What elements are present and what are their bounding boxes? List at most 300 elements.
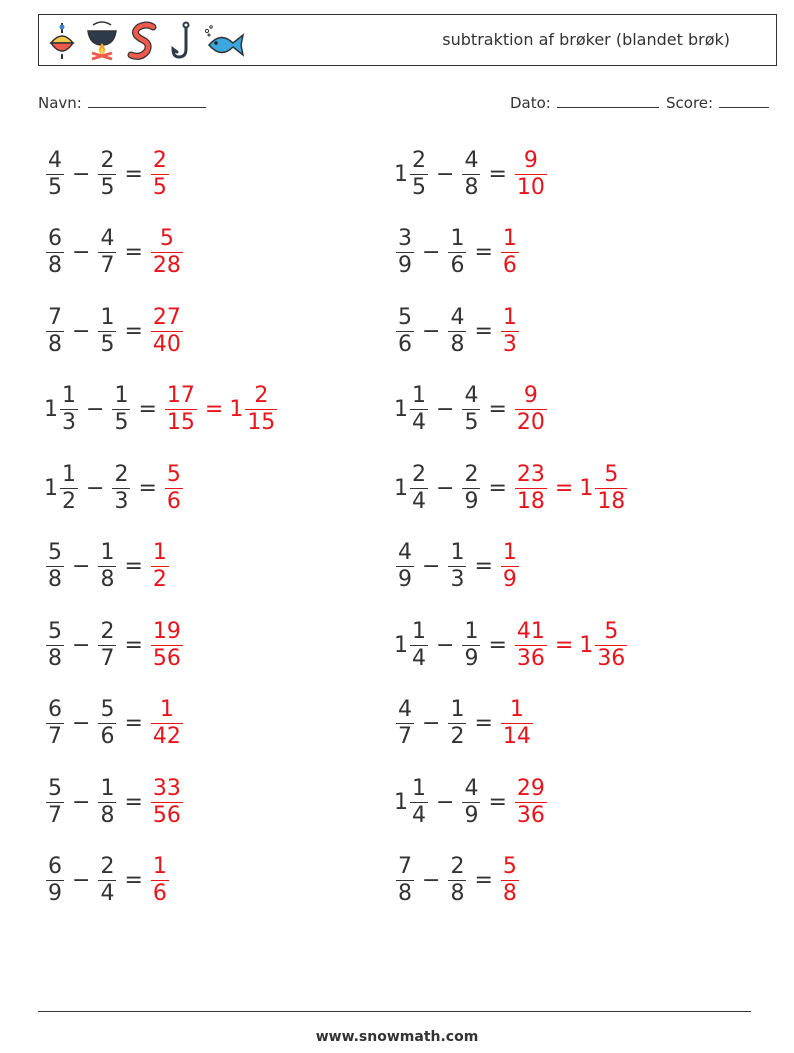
fraction <box>46 699 64 748</box>
denominator: 14 <box>502 724 531 749</box>
answer <box>499 304 521 357</box>
answer-fraction <box>515 618 547 671</box>
problem-row <box>44 851 171 911</box>
fraction <box>410 461 428 514</box>
denominator: 7 <box>100 645 115 671</box>
numerator: 41 <box>516 618 545 644</box>
fraction <box>98 699 116 748</box>
problem-row <box>394 301 521 361</box>
minus-sign: − <box>72 240 91 265</box>
fraction <box>98 542 116 591</box>
problem-row <box>44 301 185 361</box>
minus-sign: − <box>422 554 441 579</box>
answer <box>149 228 185 277</box>
equals-sign: = <box>488 789 507 815</box>
numerator: 7 <box>398 854 412 879</box>
footer-divider <box>38 1011 751 1012</box>
minus-sign: − <box>422 868 441 893</box>
numerator: 1 <box>450 697 465 722</box>
minus-sign: − <box>72 711 91 736</box>
denominator: 5 <box>100 331 115 357</box>
answer <box>499 228 521 277</box>
numerator: 3 <box>398 226 412 251</box>
numerator: 2 <box>464 461 479 487</box>
equals-sign: = <box>474 318 493 344</box>
numerator: 1 <box>100 540 115 565</box>
answer <box>499 542 521 591</box>
answer-fraction <box>515 461 547 514</box>
date-blank[interactable] <box>557 92 659 108</box>
denominator: 9 <box>502 567 517 592</box>
minus-sign: − <box>72 789 91 815</box>
denominator: 20 <box>516 410 545 435</box>
fraction <box>448 856 466 905</box>
date-field[interactable] <box>510 92 659 112</box>
denominator: 5 <box>152 174 167 200</box>
equals-sign: = <box>124 789 143 815</box>
numerator: 1 <box>502 304 517 330</box>
numerator: 5 <box>398 304 412 330</box>
fraction <box>112 385 130 434</box>
equals-sign: = <box>474 554 493 579</box>
denominator: 8 <box>450 881 465 906</box>
campfire-pot-icon <box>85 21 119 61</box>
numerator: 4 <box>450 304 465 330</box>
equals-sign: = <box>124 711 143 736</box>
problem-row <box>394 380 549 440</box>
denominator: 6 <box>100 724 115 749</box>
numerator: 4 <box>100 226 115 251</box>
denominator: 9 <box>48 881 62 906</box>
answer <box>163 461 185 514</box>
denominator: 7 <box>100 253 115 278</box>
answer-fraction <box>515 775 547 828</box>
answer-fraction <box>165 461 183 514</box>
minus-sign: − <box>436 632 455 658</box>
problem-row <box>44 458 185 518</box>
name-label: Navn: <box>38 94 82 112</box>
numerator: 2 <box>412 147 426 173</box>
denominator: 7 <box>398 724 412 749</box>
minus-sign: − <box>422 318 441 344</box>
answer <box>513 618 629 671</box>
minus-sign: − <box>436 475 455 501</box>
numerator: 7 <box>48 304 62 330</box>
problem-row <box>394 144 549 204</box>
fraction <box>46 775 64 828</box>
numerator: 1 <box>100 775 115 801</box>
numerator: 6 <box>48 854 62 879</box>
fraction <box>46 618 64 671</box>
equals-sign: = <box>138 475 157 501</box>
numerator: 2 <box>100 147 115 173</box>
answer-fraction <box>165 385 197 434</box>
equals-sign: = <box>124 868 143 893</box>
whole-number: 1 <box>44 397 58 422</box>
minus-sign: − <box>86 397 105 422</box>
equals-sign: = <box>488 161 507 187</box>
answer <box>513 385 549 434</box>
equals-sign: = <box>124 161 143 187</box>
answer <box>149 304 185 357</box>
fraction <box>396 304 414 357</box>
numerator: 1 <box>412 618 426 644</box>
answer-fraction <box>151 618 183 671</box>
fraction <box>462 618 480 671</box>
answer-fraction <box>501 856 519 905</box>
problem-row <box>44 144 171 204</box>
answer <box>513 775 549 828</box>
denominator: 28 <box>152 253 181 278</box>
numerator: 1 <box>412 775 426 801</box>
fraction <box>410 385 428 434</box>
equals-sign: = <box>488 632 507 658</box>
answer <box>163 385 279 434</box>
numerator: 2 <box>152 147 167 173</box>
numerator: 4 <box>464 383 479 408</box>
fraction <box>410 147 428 200</box>
denominator: 5 <box>464 410 479 435</box>
fraction <box>462 147 480 200</box>
denominator: 9 <box>398 253 412 278</box>
score-field[interactable] <box>666 92 769 112</box>
numerator: 1 <box>100 304 115 330</box>
answer-fraction <box>151 542 169 591</box>
answer <box>149 775 185 828</box>
denominator: 4 <box>412 645 426 671</box>
answer-fraction <box>151 304 183 357</box>
numerator: 4 <box>398 697 412 722</box>
answer <box>513 147 549 200</box>
denominator: 2 <box>62 488 76 514</box>
numerator: 29 <box>516 775 545 801</box>
numerator: 1 <box>450 540 465 565</box>
fish-icon <box>203 21 245 61</box>
whole-number: 1 <box>44 475 58 501</box>
denominator: 9 <box>464 802 479 828</box>
equals-sign: = <box>124 632 143 658</box>
answer-equals-sign: = <box>554 632 574 658</box>
equals-sign: = <box>474 240 493 265</box>
answer-fraction <box>245 385 277 434</box>
denominator: 4 <box>412 410 426 435</box>
numerator: 33 <box>152 775 181 801</box>
denominator: 36 <box>516 802 545 828</box>
score-blank[interactable] <box>719 92 769 108</box>
fraction <box>396 228 414 277</box>
equals-sign: = <box>488 397 507 422</box>
minus-sign: − <box>72 318 91 344</box>
denominator: 6 <box>398 331 412 357</box>
denominator: 9 <box>464 488 479 514</box>
problem-row <box>44 223 185 283</box>
fish-hook-icon <box>169 21 195 61</box>
denominator: 6 <box>166 488 181 514</box>
numerator: 17 <box>166 383 195 408</box>
denominator: 3 <box>62 410 76 435</box>
problem-row <box>44 694 185 754</box>
problem-row <box>44 772 185 832</box>
fraction <box>396 699 414 748</box>
numerator: 5 <box>502 854 517 879</box>
numerator: 2 <box>100 618 115 644</box>
numerator: 2 <box>412 461 426 487</box>
numerator: 1 <box>62 383 76 408</box>
answer-fraction <box>501 542 519 591</box>
answer-fraction <box>501 228 519 277</box>
denominator: 6 <box>450 253 465 278</box>
denominator: 8 <box>502 881 517 906</box>
minus-sign: − <box>422 240 441 265</box>
denominator: 56 <box>152 802 181 828</box>
answer-whole-number: 1 <box>579 632 594 658</box>
name-blank[interactable] <box>88 92 206 108</box>
fraction <box>60 461 78 514</box>
numerator: 9 <box>523 147 538 173</box>
answer <box>149 856 171 905</box>
numerator: 2 <box>100 854 115 879</box>
answer-fraction <box>151 228 183 277</box>
equals-sign: = <box>474 868 493 893</box>
numerator: 6 <box>48 697 62 722</box>
numerator: 1 <box>412 383 426 408</box>
denominator: 8 <box>398 881 412 906</box>
numerator: 27 <box>152 304 181 330</box>
fraction <box>462 385 480 434</box>
denominator: 56 <box>152 645 181 671</box>
answer-fraction <box>151 699 183 748</box>
numerator: 1 <box>152 854 167 879</box>
denominator: 4 <box>412 488 426 514</box>
problem-row <box>44 537 171 597</box>
numerator: 2 <box>114 461 129 487</box>
answer <box>149 699 185 748</box>
denominator: 3 <box>450 567 465 592</box>
denominator: 5 <box>100 174 115 200</box>
fraction <box>396 542 414 591</box>
fraction <box>60 385 78 434</box>
numerator: 9 <box>523 383 538 408</box>
equals-sign: = <box>124 554 143 579</box>
denominator: 40 <box>152 331 181 357</box>
whole-number: 1 <box>394 161 408 187</box>
denominator: 15 <box>166 410 195 435</box>
whole-number: 1 <box>394 475 408 501</box>
denominator: 18 <box>516 488 545 514</box>
denominator: 8 <box>100 567 115 592</box>
denominator: 18 <box>597 488 626 514</box>
minus-sign: − <box>86 475 105 501</box>
denominator: 8 <box>48 253 62 278</box>
numerator: 2 <box>254 383 269 408</box>
problem-row <box>44 380 279 440</box>
answer <box>149 147 171 200</box>
denominator: 2 <box>152 567 167 592</box>
answer-fraction <box>595 618 627 671</box>
numerator: 5 <box>48 775 62 801</box>
numerator: 5 <box>48 540 62 565</box>
denominator: 4 <box>100 881 115 906</box>
minus-sign: − <box>436 789 455 815</box>
answer-whole-number: 1 <box>229 397 244 422</box>
numerator: 19 <box>152 618 181 644</box>
fraction <box>46 304 64 357</box>
denominator: 3 <box>502 331 517 357</box>
numerator: 2 <box>450 854 465 879</box>
denominator: 8 <box>48 645 62 671</box>
fraction <box>98 775 116 828</box>
denominator: 5 <box>48 174 62 200</box>
date-label: Dato: <box>510 94 551 112</box>
numerator: 5 <box>604 461 619 487</box>
denominator: 7 <box>48 802 62 828</box>
equals-sign: = <box>138 397 157 422</box>
fishing-float-icon <box>47 21 77 61</box>
whole-number: 1 <box>394 397 408 422</box>
denominator: 5 <box>412 174 426 200</box>
answer-fraction <box>515 147 547 200</box>
problem-row <box>394 223 521 283</box>
answer <box>499 699 535 748</box>
numerator: 23 <box>516 461 545 487</box>
equals-sign: = <box>124 240 143 265</box>
denominator: 8 <box>48 331 62 357</box>
numerator: 1 <box>62 461 76 487</box>
numerator: 1 <box>509 697 524 722</box>
minus-sign: − <box>72 632 91 658</box>
numerator: 5 <box>100 697 115 722</box>
minus-sign: − <box>436 397 455 422</box>
fraction <box>98 618 116 671</box>
numerator: 5 <box>166 461 181 487</box>
fraction <box>448 542 466 591</box>
minus-sign: − <box>72 161 91 187</box>
numerator: 5 <box>48 618 62 644</box>
denominator: 6 <box>502 253 517 278</box>
answer-fraction <box>515 385 547 434</box>
denominator: 4 <box>412 802 426 828</box>
worksheet-header <box>38 14 777 66</box>
denominator: 42 <box>152 724 181 749</box>
answer-fraction <box>151 775 183 828</box>
minus-sign: − <box>72 868 91 893</box>
answer-equals-sign: = <box>204 397 224 422</box>
numerator: 1 <box>502 540 517 565</box>
numerator: 4 <box>48 147 62 173</box>
denominator: 36 <box>597 645 626 671</box>
fraction <box>410 775 428 828</box>
problem-row <box>394 694 535 754</box>
fraction <box>448 304 466 357</box>
equals-sign: = <box>488 475 507 501</box>
numerator: 5 <box>159 226 174 251</box>
fraction <box>462 461 480 514</box>
fraction <box>46 228 64 277</box>
numerator: 1 <box>464 618 479 644</box>
minus-sign: − <box>72 554 91 579</box>
answer <box>513 461 629 514</box>
problem-row <box>394 772 549 832</box>
numerator: 1 <box>114 383 129 408</box>
fraction <box>410 618 428 671</box>
problem-row <box>394 458 629 518</box>
numerator: 4 <box>398 540 412 565</box>
answer-fraction <box>595 461 627 514</box>
denominator: 8 <box>450 331 465 357</box>
header-icons <box>47 21 245 61</box>
fraction <box>98 147 116 200</box>
answer <box>149 618 185 671</box>
answer-fraction <box>501 699 533 748</box>
fraction <box>98 228 116 277</box>
answer-fraction <box>151 856 169 905</box>
problem-row <box>44 615 185 675</box>
answer <box>499 856 521 905</box>
denominator: 9 <box>398 567 412 592</box>
fraction <box>112 461 130 514</box>
numerator: 1 <box>152 540 167 565</box>
numerator: 5 <box>604 618 619 644</box>
equals-sign: = <box>474 711 493 736</box>
answer-fraction <box>501 304 519 357</box>
problem-row <box>394 851 521 911</box>
name-field[interactable] <box>38 92 206 112</box>
denominator: 15 <box>247 410 276 435</box>
numerator: 4 <box>464 775 479 801</box>
answer-whole-number: 1 <box>579 475 594 501</box>
fraction <box>46 542 64 591</box>
problem-row <box>394 537 521 597</box>
minus-sign: − <box>422 711 441 736</box>
numerator: 6 <box>48 226 62 251</box>
denominator: 5 <box>114 410 129 435</box>
worm-icon <box>127 21 161 61</box>
answer-fraction <box>151 147 169 200</box>
numerator: 1 <box>450 226 465 251</box>
minus-sign: − <box>436 161 455 187</box>
fraction <box>46 147 64 200</box>
denominator: 8 <box>100 802 115 828</box>
denominator: 36 <box>516 645 545 671</box>
fraction <box>396 856 414 905</box>
denominator: 8 <box>48 567 62 592</box>
denominator: 6 <box>152 881 167 906</box>
answer <box>149 542 171 591</box>
score-label: Score: <box>666 94 714 112</box>
numerator: 1 <box>159 697 174 722</box>
fraction <box>98 304 116 357</box>
worksheet-title: subtraktion af brøker (blandet brøk) <box>442 30 730 49</box>
whole-number: 1 <box>394 632 408 658</box>
answer-equals-sign: = <box>554 475 574 501</box>
numerator: 4 <box>464 147 479 173</box>
numerator: 1 <box>502 226 517 251</box>
denominator: 3 <box>114 488 129 514</box>
footer-url: www.snowmath.com <box>315 1029 479 1045</box>
denominator: 8 <box>464 174 479 200</box>
equals-sign: = <box>124 318 143 344</box>
fraction <box>98 856 116 905</box>
denominator: 7 <box>48 724 62 749</box>
problem-row <box>394 615 629 675</box>
denominator: 9 <box>464 645 479 671</box>
denominator: 10 <box>516 174 545 200</box>
fraction <box>448 699 466 748</box>
fraction <box>448 228 466 277</box>
whole-number: 1 <box>394 789 408 815</box>
fraction <box>46 856 64 905</box>
fraction <box>462 775 480 828</box>
